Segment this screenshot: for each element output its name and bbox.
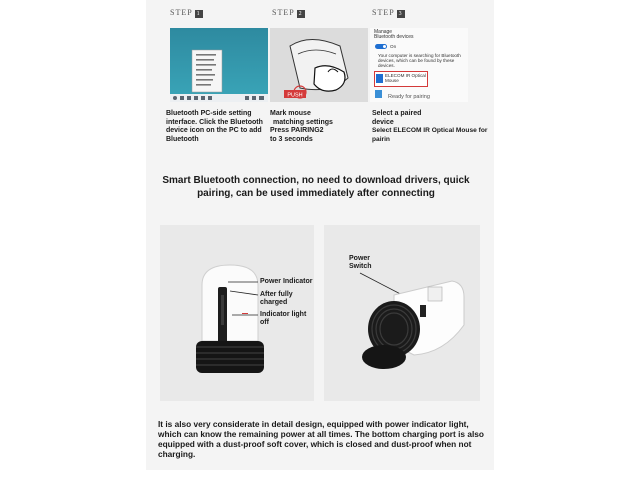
step-2-line-2: matching settings [273,118,333,126]
device-entry[interactable] [374,71,428,87]
bt-toggle [375,44,387,49]
mouse-device-icon [376,74,383,83]
bt-manage-title: Manage Bluetooth devices [374,29,414,40]
power-switch-label-1: Power [349,255,371,262]
heading-line-2: pairing, can be used immediately after connecting [197,187,435,199]
step-2-line-3: Press PAIRING2 [270,127,324,134]
step-2-header [272,8,305,18]
step-3-number: 3 [398,11,403,17]
step-3-screenshot [370,28,468,102]
power-indicator-label: Power Indicator [260,278,313,285]
mouse-front-photo [160,225,314,401]
device-icon-2 [375,90,382,98]
indicator-off-label: Indicator light off [260,311,307,326]
bt-toggle-label: On [390,44,397,49]
step-1-description: Bluetooth PC-side setting interface. Click the Bluetooth device icon on the PC to add Bluetooth [166,110,263,143]
after-full-label-2: charged [260,299,288,306]
step-3-line-1: Select a paired [372,110,422,117]
step-1-number: 1 [196,11,201,17]
step-2-label: STEP [272,8,295,17]
device-name: ELECOM IR Optical Mouse [385,73,426,83]
step-2-illustration [270,28,368,102]
section-heading [156,175,476,200]
after-full-label-1: After fully [260,291,293,298]
step-2-line-1: Mark mouse [270,110,311,117]
step-3-header [372,8,405,18]
push-label: PUSH [287,92,303,99]
step-3-label: STEP [372,8,395,17]
power-switch-label-2: Switch [349,263,372,270]
step-2-description [270,110,360,144]
footer-description: It is also very considerate in detail design, equipped with power indicator light, which can know the remaining power at all times. The bottom charging port is also equipped with a dust-proof soft cover, which is closed and dust-proof when not charging. [158,419,484,459]
step-1-screenshot [170,28,268,102]
bt-search-note: Your computer is searching for Bluetooth devices, which can be found by these devices. [378,53,461,68]
step-2-line-4: to 3 seconds [270,135,313,143]
heading-line-1: Smart Bluetooth connection, no need to download drivers, quick [162,175,470,186]
step-3-description [372,110,502,144]
mouse-bottom-image [324,225,480,401]
device-status: Ready for pairing [388,94,430,100]
step-3-line-3: Select ELECOM IR Optical Mouse for pairin [372,127,488,143]
step-1-header [170,8,203,18]
mouse-bottom-photo [324,225,480,401]
step-2-number: 2 [298,11,303,17]
step-1-label: STEP [170,8,193,17]
step-3-line-2: device [372,118,394,126]
